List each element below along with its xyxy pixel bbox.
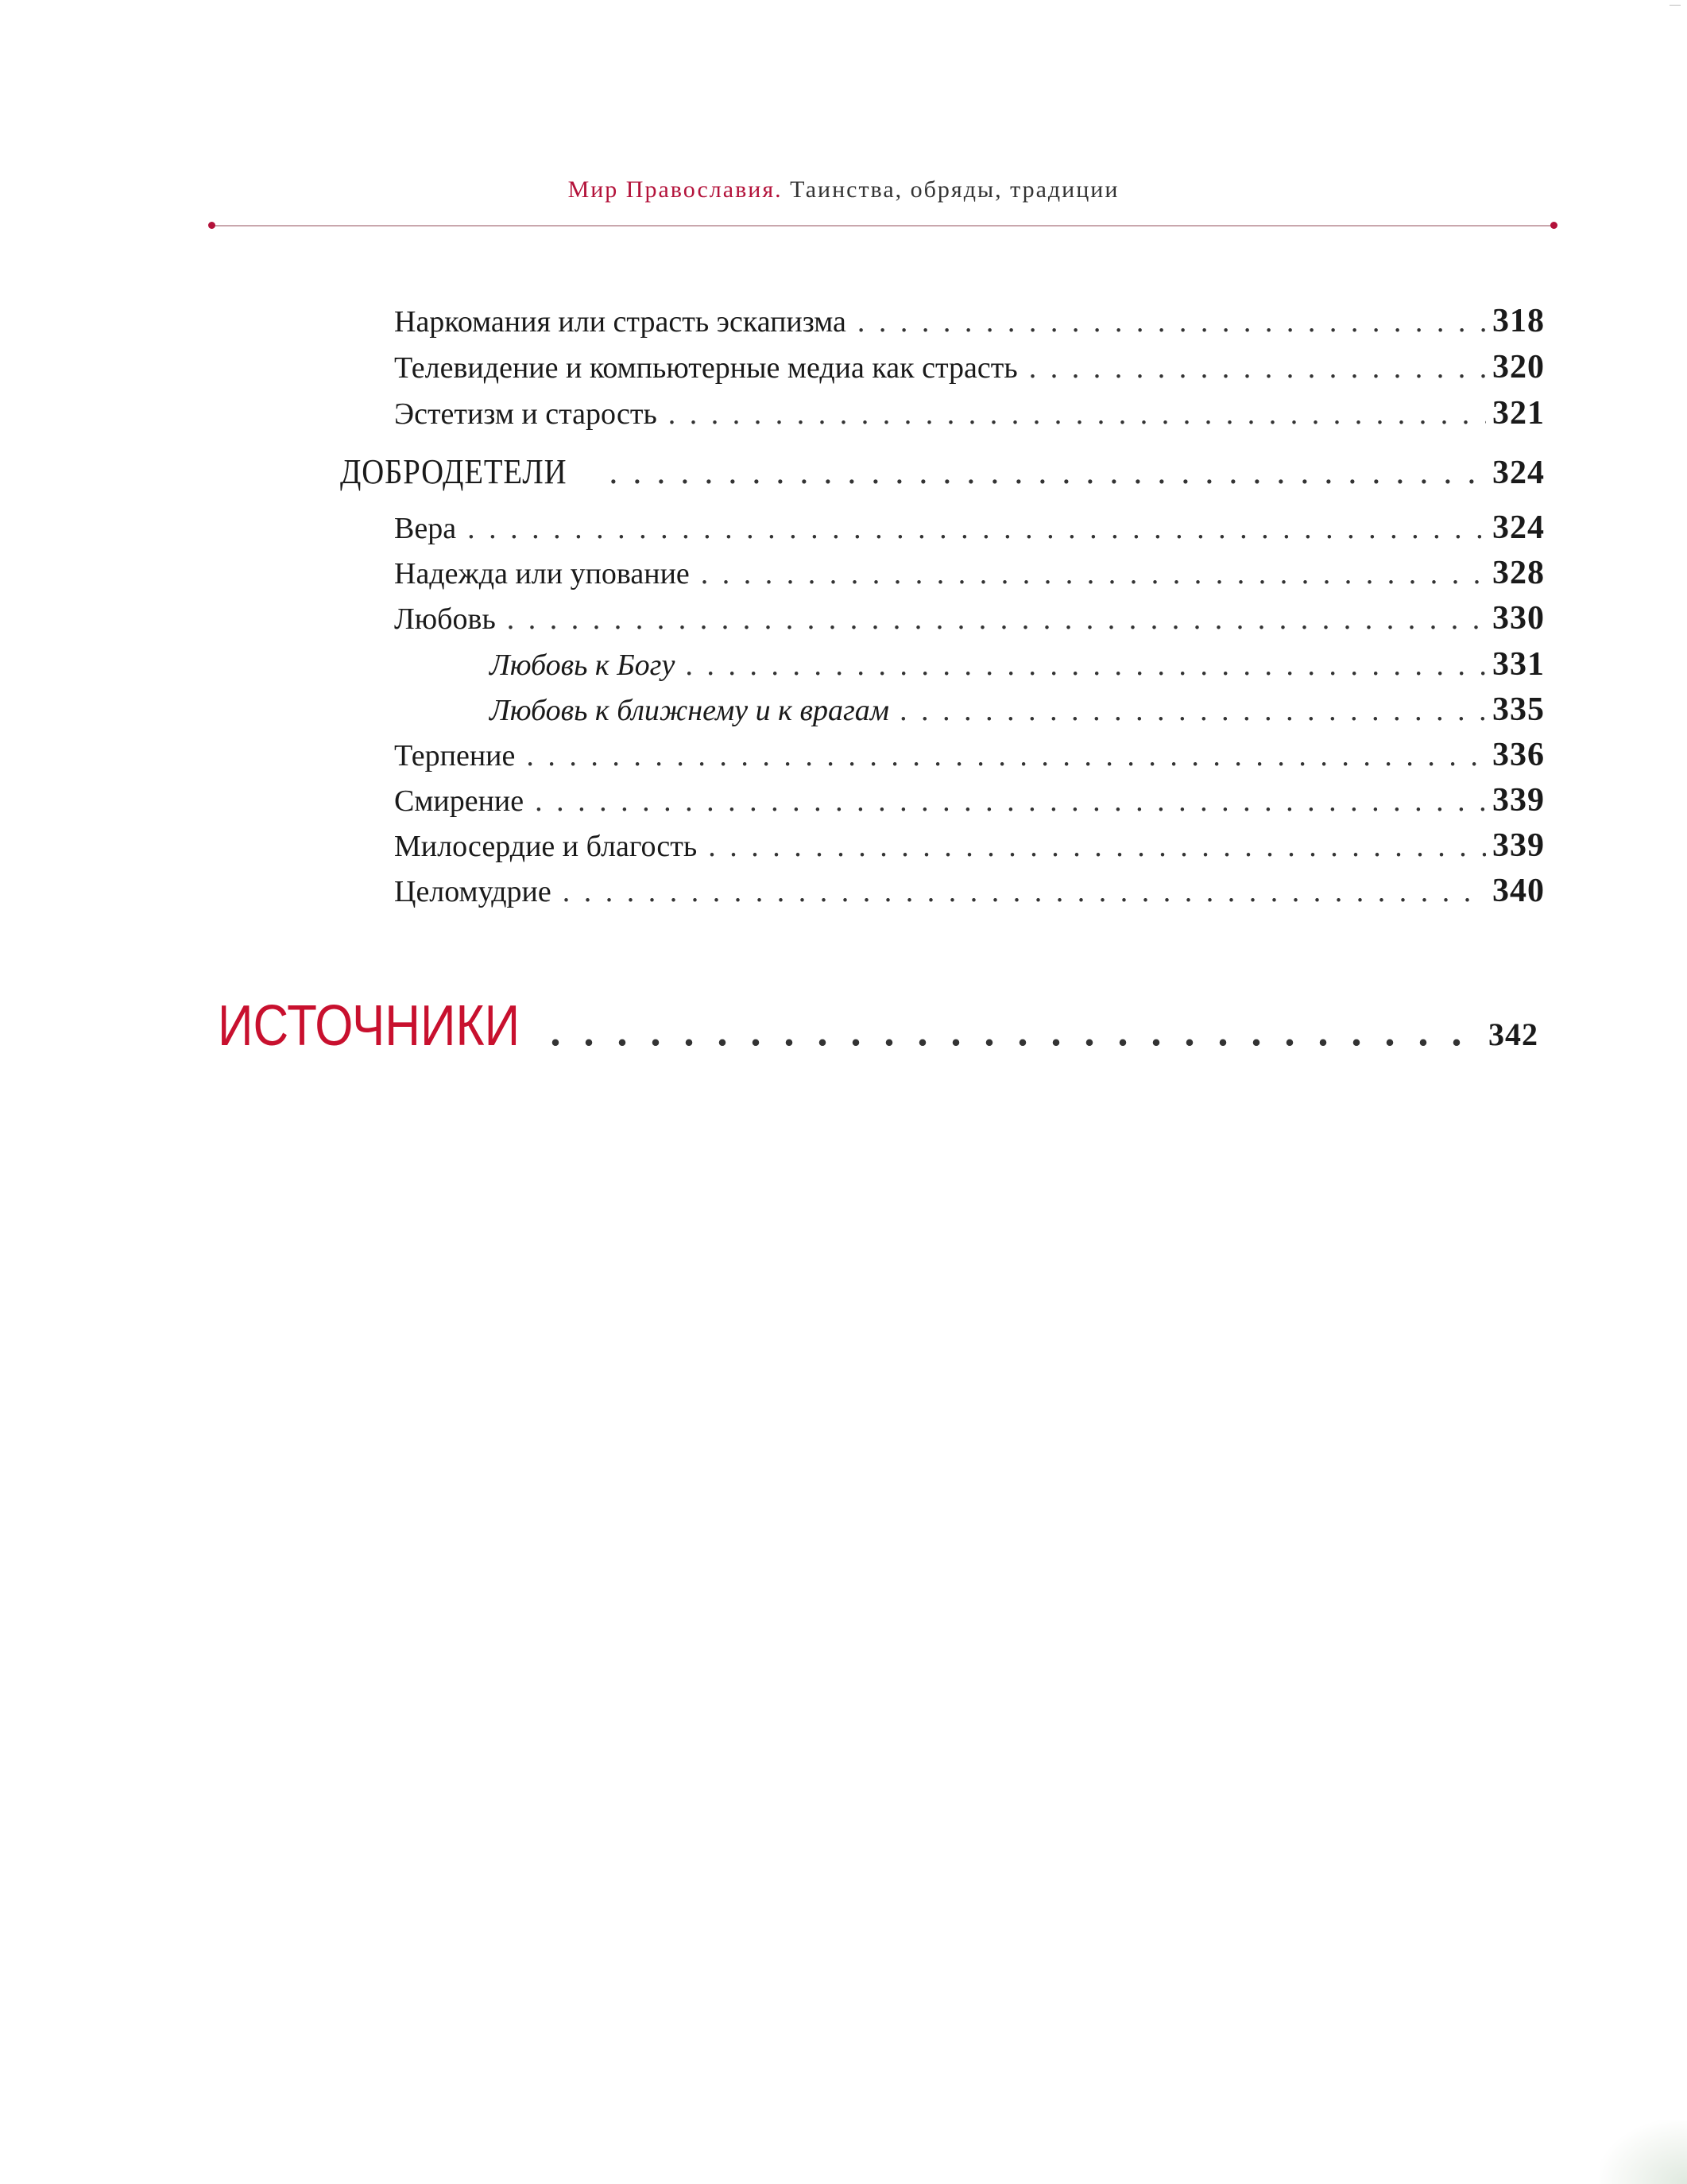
- page-corner-shadow: [1600, 2120, 1687, 2184]
- toc-entry-title: Любовь: [394, 602, 496, 636]
- toc-entry-title: Вера: [394, 512, 457, 545]
- toc-entry-page: 339: [1492, 827, 1545, 864]
- toc-leader-dots: [609, 451, 1486, 492]
- toc-entry-title: Терпение: [394, 739, 516, 773]
- toc-subentry-title: Любовь к ближнему и к врагам: [489, 694, 890, 727]
- toc-leader-dots: [563, 874, 1486, 909]
- toc-part-page: 342: [1488, 1016, 1538, 1052]
- toc-subentry[interactable]: [489, 645, 1545, 683]
- toc-leader-dots: [857, 304, 1486, 339]
- toc-entry[interactable]: [394, 554, 1545, 592]
- toc-entry[interactable]: [394, 872, 1545, 910]
- toc-part[interactable]: [218, 993, 1538, 1059]
- toc-subentry-title: Любовь к Богу: [489, 649, 675, 682]
- toc-section[interactable]: [340, 451, 1545, 492]
- rule-dot-left: [208, 222, 215, 229]
- toc-entry-page: 336: [1492, 737, 1545, 773]
- toc-entry-page: 340: [1492, 873, 1545, 909]
- toc-entry-page: 330: [1492, 600, 1545, 637]
- toc-subentry-page: 331: [1492, 646, 1545, 683]
- toc-leader-dots: [686, 648, 1486, 683]
- toc-leader-dots: [708, 829, 1486, 864]
- toc-leader-dots: [526, 738, 1486, 773]
- page-corner-mark: [1670, 5, 1681, 10]
- toc-entry[interactable]: [394, 394, 1545, 432]
- toc-entry-title: Эстетизм и старость: [394, 397, 657, 431]
- toc-entry-page: 318: [1492, 303, 1545, 339]
- toc-leader-dots: [1029, 350, 1486, 385]
- toc-entry-page: 328: [1492, 555, 1545, 591]
- toc-entry-title: Целомудрие: [394, 875, 551, 908]
- toc-subentry[interactable]: [489, 691, 1545, 729]
- toc-leader-dots: [467, 511, 1486, 546]
- toc-entry[interactable]: [394, 509, 1545, 547]
- toc-leader-dots: [668, 397, 1486, 432]
- toc-part-title: ИСТОЧНИКИ: [218, 994, 520, 1058]
- toc-leader-dots: [535, 784, 1486, 819]
- rule-dot-right: [1550, 222, 1557, 229]
- running-header: [0, 176, 1687, 203]
- toc-entry-page: 324: [1492, 509, 1545, 546]
- toc-leader-dots: [900, 693, 1486, 728]
- toc-entry-title: Телевидение и компьютерные медиа как страсть: [394, 351, 1018, 385]
- toc-entry-page: 321: [1492, 395, 1545, 432]
- toc-entry[interactable]: [394, 781, 1545, 819]
- toc-leader-dots: [548, 993, 1482, 1059]
- toc-entry[interactable]: [394, 599, 1545, 637]
- toc-section-title: ДОБРОДЕТЕЛИ: [340, 452, 567, 491]
- toc-entry[interactable]: [394, 736, 1545, 774]
- header-rule: [211, 225, 1555, 227]
- toc-entry-title: Надежда или упование: [394, 557, 690, 591]
- toc-entry-title: Наркомания или страсть эскапизма: [394, 305, 846, 339]
- toc-entry-page: 320: [1492, 349, 1545, 385]
- toc-leader-dots: [701, 556, 1486, 591]
- toc-entry[interactable]: [394, 302, 1545, 340]
- toc-entry-page: 339: [1492, 782, 1545, 819]
- book-subtitle: Таинства, обряды, традиции: [782, 176, 1120, 203]
- toc-entry[interactable]: [394, 827, 1545, 865]
- series-title: Мир Православия.: [567, 176, 783, 203]
- toc-leader-dots: [507, 602, 1486, 637]
- toc-section-page: 324: [1492, 455, 1545, 491]
- toc-entry[interactable]: [394, 348, 1545, 386]
- toc-subentry-page: 335: [1492, 691, 1545, 728]
- toc-entry-title: Милосердие и благость: [394, 830, 698, 863]
- toc-entry-title: Смирение: [394, 784, 524, 818]
